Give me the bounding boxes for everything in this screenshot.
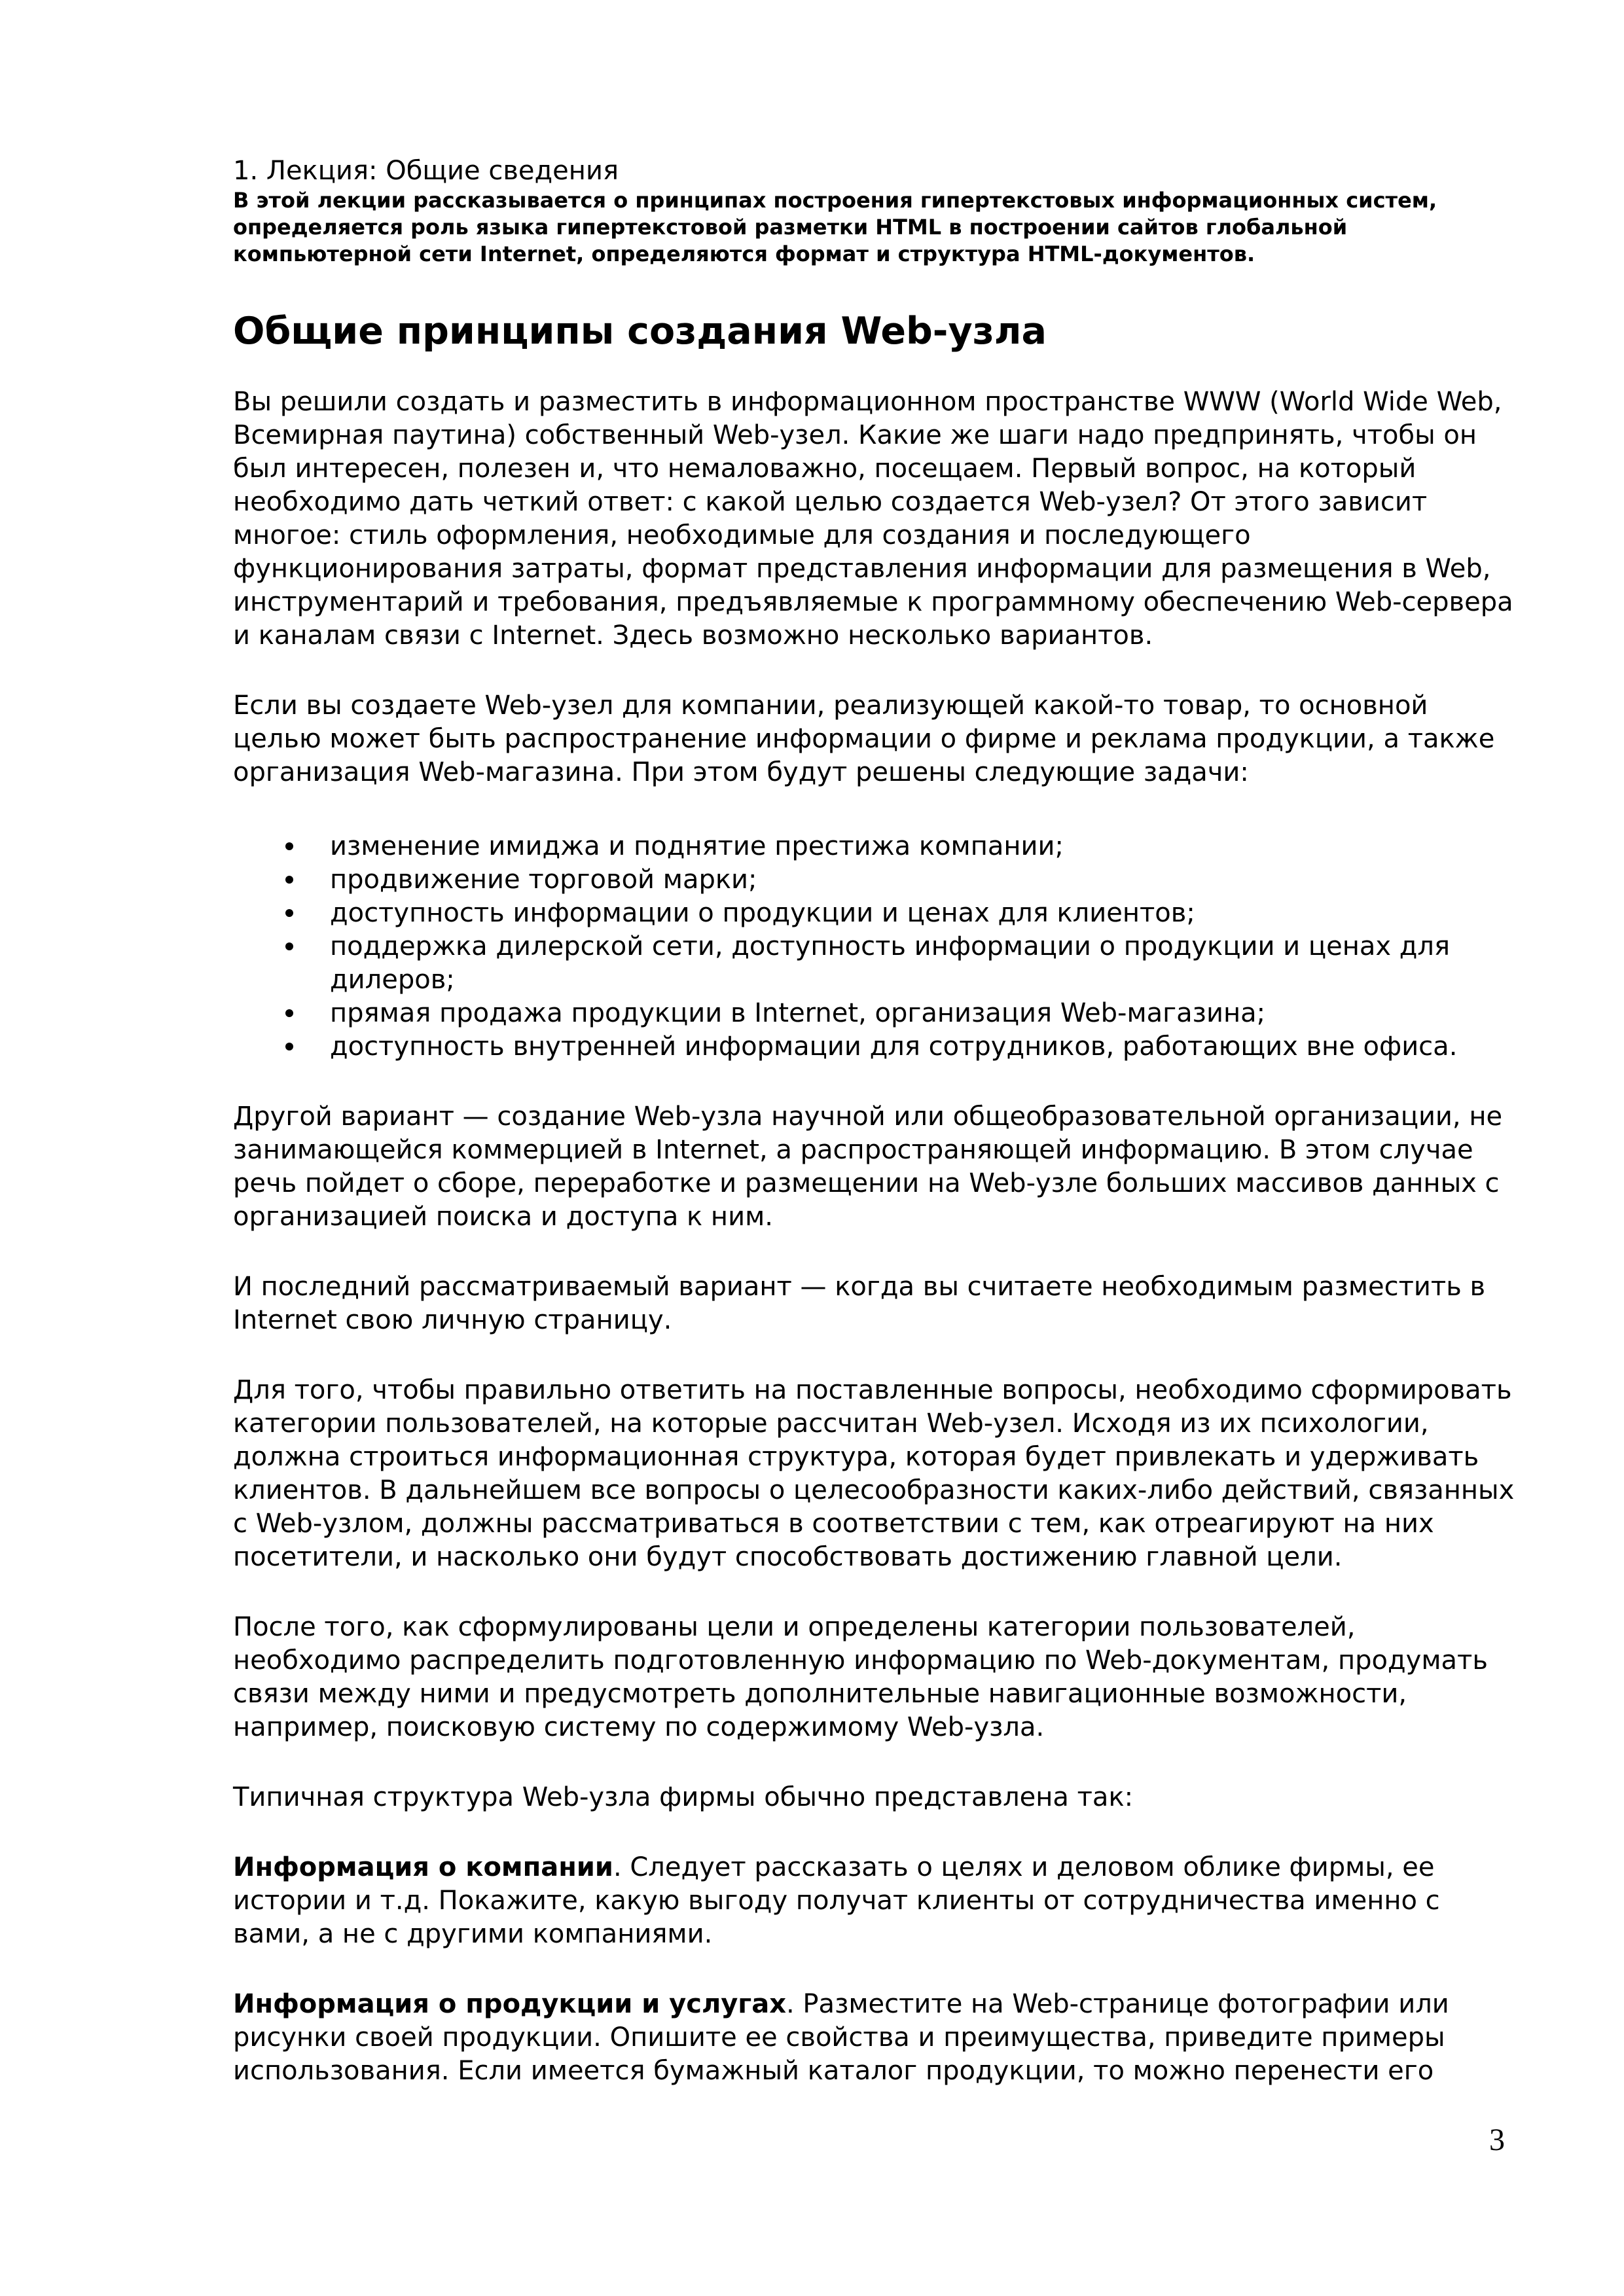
list-item-text: прямая продажа продукции в Internet, организация Web-магазина; <box>330 998 1266 1028</box>
structure-item-company <box>233 1851 1516 1951</box>
document-page <box>233 154 1516 2088</box>
paragraph: Вы решили создать и разместить в информационном пространстве WWW (World Wide Web, Всемирная паутина) собственный Web-узел. Какие же шаги надо предпринять, чтобы он был интересен, полезен и, что немаловажно, посещаем. Первый вопрос, на который необходимо дать четкий ответ: с какой целью создается Web-узел? От этого зависит многое: стиль оформления, необходимые для создания и последующего функционирования затраты, формат представления информации для размещения в Web, инструментарий и требования, предъявляемые к программному обеспечению Web-сервера и каналам связи с Internet. Здесь возможно несколько вариантов. <box>233 387 1513 651</box>
lecture-abstract: В этой лекции рассказывается о принципах построения гипертекстовых информационных систем, определяется роль языка гипертекстовой разметки HTML в построении сайтов глобальной компьютерной сети Internet, определяются формат и структура HTML-документов. <box>233 188 1437 266</box>
list-item-text: изменение имиджа и поднятие престижа компании; <box>330 831 1064 861</box>
lecture-title: 1. Лекция: Общие сведения <box>233 156 619 186</box>
section-heading: Общие принципы создания Web-узла <box>233 310 1047 353</box>
list-item <box>233 1030 1516 1064</box>
bullet-icon <box>285 876 293 884</box>
paragraph: Типичная структура Web-узла фирмы обычно представлена так: <box>233 1782 1134 1812</box>
paragraph: И последний рассматриваемый вариант — когда вы считаете необходимым разместить в Internet свою личную страницу. <box>233 1272 1486 1335</box>
list-item <box>233 830 1516 863</box>
structure-item-text: . Следует рассказать о целях и деловом облике фирмы, ее истории и т.д. Покажите, какую выгоду получат клиенты от сотрудничества именно с вами, а не с другими компаниями. <box>233 1852 1440 1949</box>
list-item-text: доступность внутренней информации для сотрудников, работающих вне офиса. <box>330 1031 1458 1062</box>
bullet-list <box>233 830 1516 1064</box>
structure-item-lead: Информация о компании <box>233 1852 613 1882</box>
paragraph: Если вы создаете Web-узел для компании, реализующей какой-то товар, то основной целью может быть распространение информации о фирме и реклама продукции, а также организация Web-магазина. При этом будут решены следующие задачи: <box>233 691 1495 787</box>
list-item <box>233 930 1516 997</box>
bullet-icon <box>285 942 293 950</box>
bullet-icon <box>285 1043 293 1050</box>
paragraph: Другой вариант — создание Web-узла научной или общеобразовательной организации, не занимающейся коммерцией в Internet, а распространяющей информацию. В этом случае речь пойдет о сборе, переработке и размещении на Web-узле больших массивов данных с организацией поиска и доступа к ним. <box>233 1102 1503 1232</box>
structure-item-lead: Информация о продукции и услугах <box>233 1989 786 2019</box>
structure-item-products <box>233 1988 1516 2088</box>
list-item-text: поддержка дилерской сети, доступность информации о продукции и ценах для дилеров; <box>330 931 1451 995</box>
paragraph: Для того, чтобы правильно ответить на поставленные вопросы, необходимо сформировать категории пользователей, на которые рассчитан Web-узел. Исходя из их психологии, должна строиться информационная структура, которая будет привлекать и удерживать клиентов. В дальнейшем все вопросы о целесообразности каких-либо действий, связанных с Web-узлом, должны рассматриваться в соответствии с тем, как отреагируют на них посетители, и насколько они будут способствовать достижению главной цели. <box>233 1375 1515 1572</box>
list-item-text: продвижение торговой марки; <box>330 865 757 895</box>
paragraph: После того, как сформулированы цели и определены категории пользователей, необходимо распределить подготовленную информацию по Web-документам, продумать связи между ними и предусмотреть дополнительные навигационные возможности, например, поисковую систему по содержимому Web-узла. <box>233 1612 1488 1742</box>
bullet-icon <box>285 1009 293 1017</box>
page-number: 3 <box>1489 2123 1505 2157</box>
bullet-icon <box>285 909 293 917</box>
list-item <box>233 863 1516 897</box>
list-item-text: доступность информации о продукции и ценах для клиентов; <box>330 898 1195 928</box>
bullet-icon <box>285 842 293 850</box>
list-item <box>233 997 1516 1030</box>
list-item <box>233 897 1516 930</box>
structure-item-text: . Разместите на Web-странице фотографии или рисунки своей продукции. Опишите ее свойства и преимущества, приведите примеры использования. Если имеется бумажный каталог продукции, то можно перенести его <box>233 1989 1449 2086</box>
